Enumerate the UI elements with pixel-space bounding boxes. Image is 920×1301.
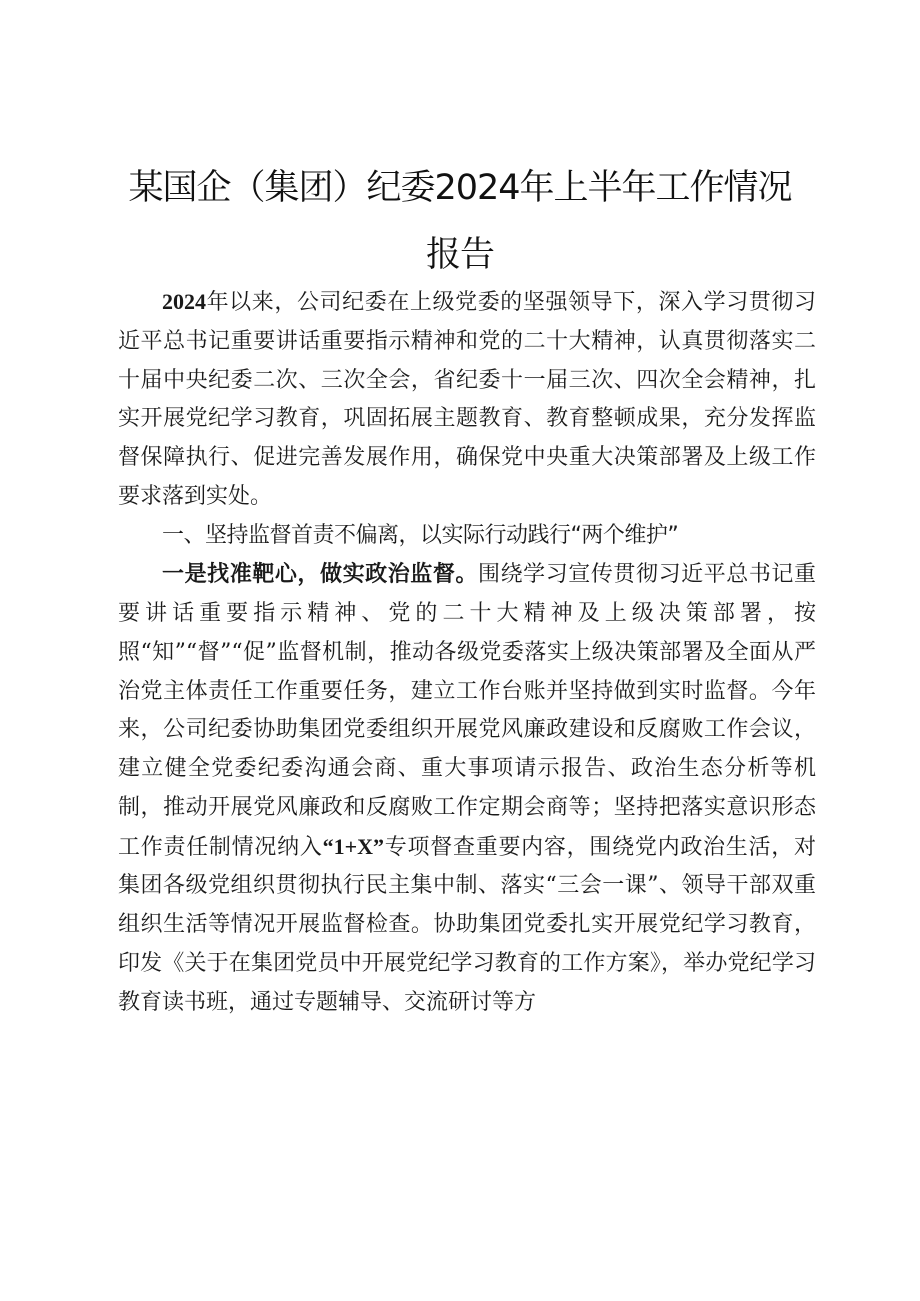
intro-year: 2024 [162, 289, 206, 314]
document-title-line1: 某国企（集团）纪委2024年上半年工作情况 [128, 168, 792, 208]
section1-highlight: “1+X” [322, 833, 385, 859]
intro-paragraph [118, 283, 816, 517]
document-title-line2: 报告 [425, 235, 494, 275]
section1-lead: 一是找准靶心，做实政治监督。 [162, 561, 478, 588]
section1-text-a: 围绕学习宣传贯彻习近平总书记重要讲话重要指示精神、党的二十大精神及上级决策部署，按照“知”“督”“促”监督机制，推动各级党委落实上级决策部署及全面从严治党主体责任工作重要任务，建立工作台账并坚持做到实时监督。今年来，公司纪委协助集团党委组织开展党风廉政建设和反腐败工作会议，建立健全党委纪委沟通会商、重大事项请示报告、政治生态分析等机制，推动开展党风廉政和反腐败工作定期会商等；坚持把落实意识形态工作责任制情况纳入 [118, 562, 816, 860]
section1-heading: 一、坚持监督首责不偏离，以实际行动践行“两个维护” [162, 522, 679, 548]
section1-text-b: 专项督查重要内容，围绕党内政治生活，对集团各级党组织贯彻执行民主集中制、落实“三会一课”、领导干部双重组织生活等情况开展监督检查。协助集团党委扎实开展党纪学习教育，印发《关于在集团党员中开展党纪学习教育的工作方案》，举办党纪学习教育读书班，通过专题辅导、交流研讨等方 [118, 834, 816, 1015]
intro-text: 年以来，公司纪委在上级党委的坚强领导下，深入学习贯彻习近平总书记重要讲话重要指示精神和党的二十大精神，认真贯彻落实二十届中央纪委二次、三次全会，省纪委十一届三次、四次全会精神，扎实开展党纪学习教育，巩固拓展主题教育、教育整顿成果，充分发挥监督保障执行、促进完善发展作用，确保党中央重大决策部署及上级工作要求落到实处。 [118, 290, 816, 509]
section1-paragraph [118, 555, 816, 1022]
document-body [118, 283, 816, 1022]
